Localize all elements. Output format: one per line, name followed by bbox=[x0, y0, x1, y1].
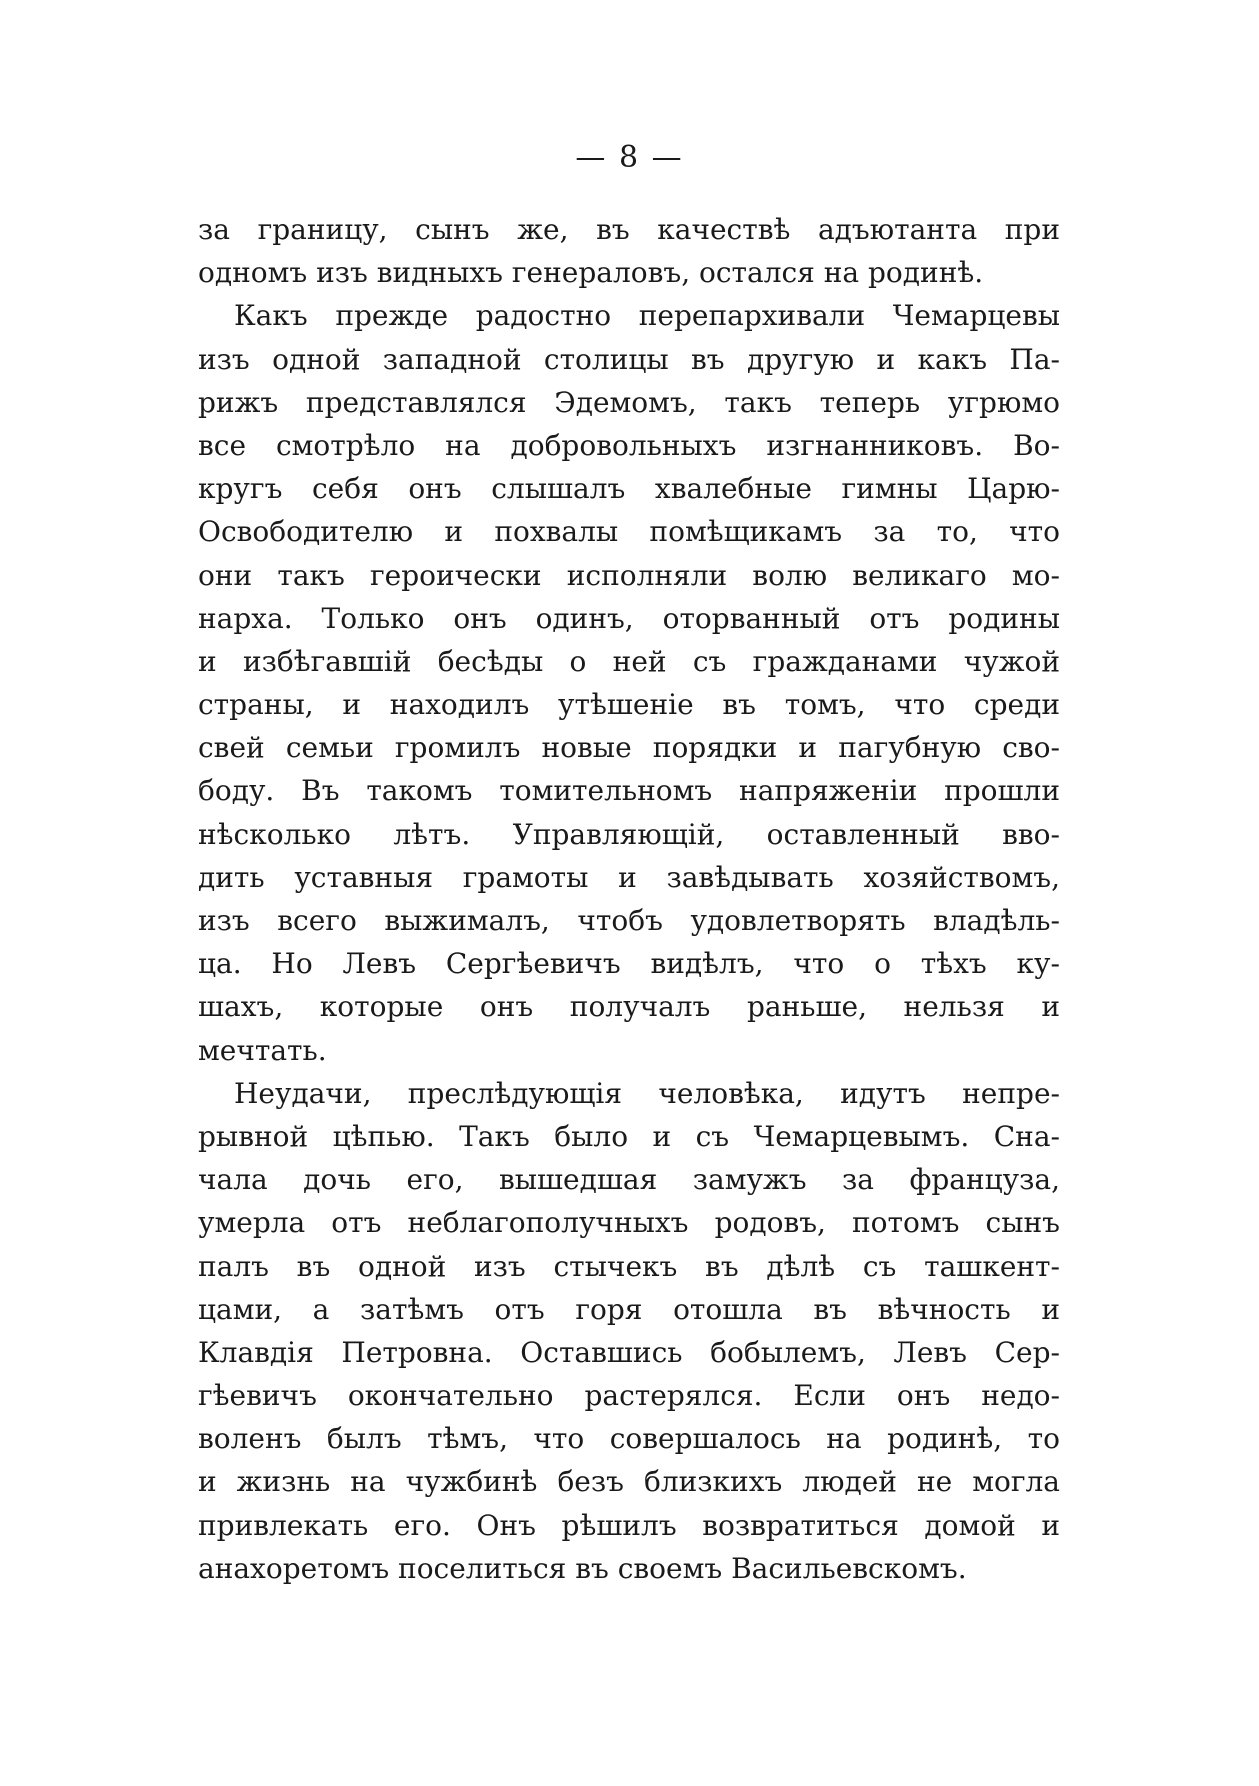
text-line: мечтать. bbox=[198, 1033, 327, 1067]
text-line: Какъ прежде радостно перепархивали Чемарцевы bbox=[234, 299, 1060, 333]
text-line: страны, и находилъ утѣшеніе въ томъ, что среди bbox=[198, 688, 1060, 722]
text-line: одномъ изъ видныхъ генераловъ, остался на родинѣ. bbox=[198, 256, 984, 290]
text-line: рывной цѣпью. Такъ было и съ Чемарцевымъ. Сна- bbox=[198, 1119, 1060, 1153]
text-line: кругъ себя онъ слышалъ хвалебные гимны Царю- bbox=[198, 472, 1060, 506]
text-line: изъ одной западной столицы въ другую и какъ Па- bbox=[198, 342, 1060, 376]
text-line: палъ въ одной изъ стычекъ въ дѣлѣ съ ташкент- bbox=[198, 1249, 1060, 1283]
text-line: чала дочь его, вышедшая замужъ за француза, bbox=[198, 1163, 1060, 1197]
text-line: они такъ героически исполняли волю великаго мо- bbox=[198, 558, 1060, 592]
text-line: и жизнь на чужбинѣ безъ близкихъ людей не могла bbox=[198, 1465, 1060, 1499]
body-text bbox=[198, 208, 1060, 1590]
text-line: боду. Въ такомъ томительномъ напряженіи прошли bbox=[198, 774, 1060, 808]
text-line: ца. Но Левъ Сергѣевичъ видѣлъ, что о тѣхъ ку- bbox=[198, 947, 1060, 981]
text-line: Неудачи, преслѣдующія человѣка, идутъ непре- bbox=[234, 1076, 1060, 1110]
text-line: рижъ представлялся Эдемомъ, такъ теперь угрюмо bbox=[198, 385, 1060, 419]
text-line: и избѣгавшій бесѣды о ней съ гражданами чужой bbox=[198, 644, 1060, 678]
text-line: привлекать его. Онъ рѣшилъ возвратиться домой и bbox=[198, 1508, 1060, 1542]
text-line: умерла отъ неблагополучныхъ родовъ, потомъ сынъ bbox=[198, 1206, 1060, 1240]
text-line: Клавдія Петровна. Оставшись бобылемъ, Левъ Сер- bbox=[198, 1335, 1060, 1369]
text-line: нѣсколько лѣтъ. Управляющій, оставленный вво- bbox=[198, 817, 1060, 851]
text-line: все смотрѣло на добровольныхъ изгнанниковъ. Во- bbox=[198, 428, 1060, 462]
text-line: гѣевичъ окончательно растерялся. Если онъ недо- bbox=[198, 1379, 1060, 1413]
text-line: воленъ былъ тѣмъ, что совершалось на родинѣ, то bbox=[198, 1422, 1060, 1456]
text-line: свей семьи громилъ новые порядки и пагубную сво- bbox=[198, 731, 1060, 765]
text-line: за границу, сынъ же, въ качествѣ адъютанта при bbox=[198, 213, 1060, 246]
text-line: изъ всего выжималъ, чтобъ удовлетворять владѣль- bbox=[198, 904, 1060, 937]
page-number: — 8 — bbox=[575, 140, 684, 175]
text-line: дить уставныя грамоты и завѣдывать хозяйствомъ, bbox=[198, 860, 1060, 894]
text-line: нарха. Только онъ одинъ, оторванный отъ родины bbox=[198, 601, 1060, 635]
text-line: шахъ, которые онъ получалъ раньше, нельзя и bbox=[198, 990, 1060, 1024]
text-line: цами, а затѣмъ отъ горя отошла въ вѣчность и bbox=[198, 1292, 1060, 1326]
text-line: Освободителю и похвалы помѣщикамъ за то, что bbox=[198, 515, 1060, 549]
text-line: анахоретомъ поселиться въ своемъ Васильевскомъ. bbox=[198, 1551, 967, 1585]
